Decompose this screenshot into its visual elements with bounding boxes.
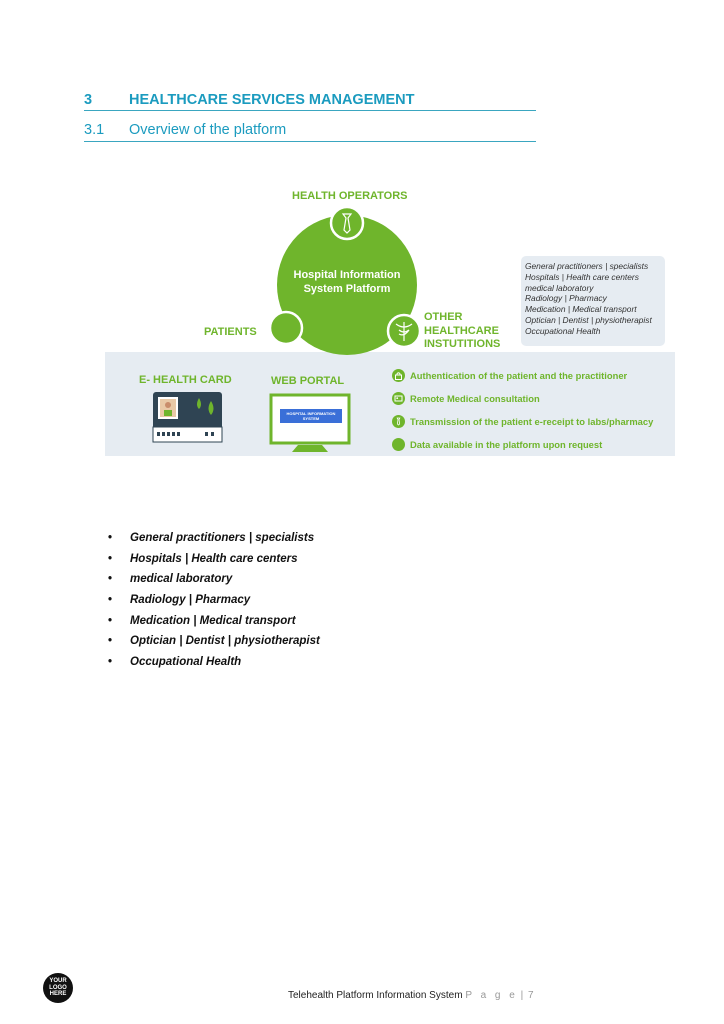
logo-line: LOGO (49, 984, 67, 991)
box-line: Hospitals | Health care centers (525, 271, 639, 282)
ehealth-card-label: E- HEALTH CARD (139, 374, 232, 386)
feature-item (392, 364, 653, 387)
logo-line: YOUR (49, 978, 67, 985)
platform-title: Hospital Information System Platform (293, 269, 401, 295)
section-number: 3 (84, 92, 93, 108)
feature-item (392, 410, 653, 433)
list-item: • Hospitals | Health care centers (108, 552, 298, 565)
patients-label: PATIENTS (204, 326, 257, 338)
box-line: medical laboratory (525, 282, 594, 293)
feature-item (392, 387, 653, 410)
list-item-text: Medication | Medical transport (130, 614, 296, 627)
list-item: • medical laboratory (108, 573, 233, 586)
page-footer (288, 990, 535, 1001)
health-operators-node (331, 207, 363, 239)
feature-text: Authentication of the patient and the practitioner (410, 370, 628, 381)
list-item-text: Hospitals | Health care centers (130, 552, 298, 565)
list-item: • Optician | Dentist | physiotherapist (108, 635, 320, 648)
ehealth-card-icon (153, 392, 222, 442)
health-operators-label: HEALTH OPERATORS (292, 190, 408, 202)
patients-node (270, 312, 302, 344)
feature-text: Remote Medical consultation (410, 393, 540, 404)
list-item-text: Radiology | Pharmacy (130, 594, 251, 607)
subsection-title: Overview of the platform (129, 122, 287, 138)
page-label: P a g e (465, 990, 518, 1001)
box-line: Medication | Medical transport (525, 304, 637, 315)
web-portal-label: WEB PORTAL (271, 375, 345, 387)
institutions-label (424, 311, 500, 352)
list-item: • General practitioners | specialists (108, 532, 315, 544)
page-number: | 7 (520, 990, 535, 1001)
institutions-label-line: OTHER (424, 311, 463, 323)
list-item-text: Optician | Dentist | physiotherapist (130, 635, 320, 648)
feature-text: Data available in the platform upon request (410, 439, 603, 450)
logo-line: HERE (49, 991, 67, 998)
logo (43, 973, 73, 1003)
box-line: General practitioners | specialists (525, 261, 649, 271)
footer-title: Telehealth Platform Information System (288, 990, 463, 1001)
section-title: HEALTHCARE SERVICES MANAGEMENT (129, 92, 415, 108)
institutions-list-box (521, 256, 665, 346)
tie-icon (392, 415, 405, 428)
features-list (392, 364, 653, 456)
list-item-text: General practitioners | specialists (130, 532, 315, 544)
feature-item (392, 433, 653, 456)
monitor-screen-text: HOSPITAL INFORMATION SYSTEM (286, 411, 336, 421)
id-card-icon (392, 392, 405, 405)
list-item: • Occupational Health (108, 656, 242, 669)
institutions-label-line: HEALTHCARE (424, 324, 499, 337)
box-line: Occupational Health (525, 325, 601, 336)
box-line: Radiology | Pharmacy (525, 293, 607, 304)
lock-icon (392, 369, 405, 382)
subsection-number: 3.1 (84, 122, 105, 138)
list-item: • Medication | Medical transport (108, 614, 296, 627)
monitor-icon (271, 395, 349, 452)
list-item: • Radiology | Pharmacy (108, 594, 251, 607)
data-icon (392, 438, 405, 451)
list-item-text: Occupational Health (130, 656, 242, 669)
list-item-text: medical laboratory (130, 573, 233, 586)
institutions-label-line: INSTUTITIONS (424, 338, 501, 350)
box-line: Optician | Dentist | physiotherapist (525, 314, 652, 325)
bullet-list (108, 532, 320, 677)
feature-text: Transmission of the patient e-receipt to labs/pharmacy (410, 416, 654, 427)
